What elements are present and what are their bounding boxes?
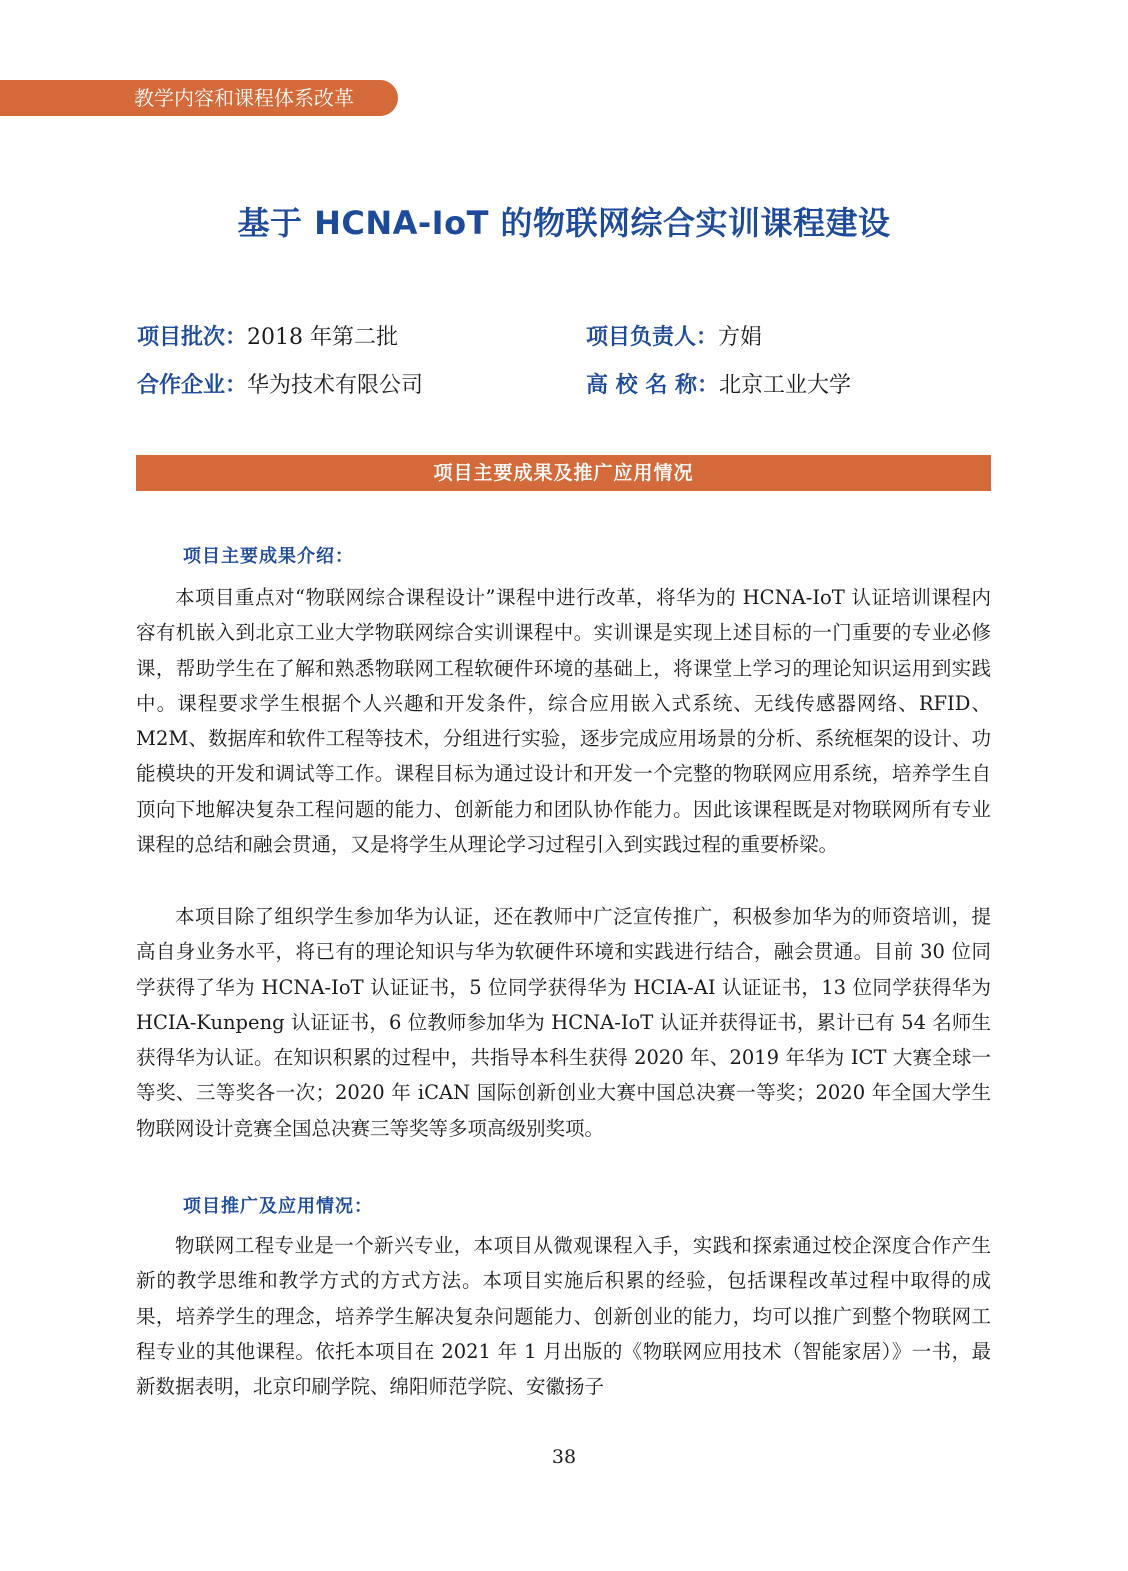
- chapter-tab: 教学内容和课程体系改革: [0, 80, 398, 116]
- leader-field: [586, 322, 762, 354]
- meta-row-1: [137, 322, 763, 354]
- article-title: 基于 HCNA-IoT 的物联网综合实训课程建设: [237, 204, 891, 242]
- subsection-heading-achievements: 项目主要成果介绍：: [183, 546, 354, 567]
- paragraph-promotion-1: 物联网工程专业是一个新兴专业，本项目从微观课程入手，实践和探索通过校企深度合作产生新的教学思维和教学方式的方式方法。本项目实施后积累的经验，包括课程改革过程中取得的成果，培养学生的理念，培养学生解决复杂问题能力、创新创业的能力，均可以推广到整个物联网工程专业的其他课程。依托本项目在 2021 年 1 月出版的《物联网应用技术（智能家居）》一书，最新数据表明，北京印刷学院、绵阳师范学院、安徽扬子: [136, 1234, 991, 1399]
- meta-row-2: [137, 370, 851, 402]
- company-value: 华为技术有限公司: [247, 373, 424, 398]
- section-heading-bar: 项目主要成果及推广应用情况: [136, 455, 991, 491]
- page-number: 38: [551, 1446, 577, 1468]
- school-field: [586, 370, 851, 402]
- leader-label: 项目负责人：: [586, 325, 719, 350]
- school-label: 高 校 名 称：: [586, 373, 719, 398]
- company-label: 合作企业：: [137, 373, 248, 398]
- paragraph-achievements-1: 本项目重点对“物联网综合课程设计”课程中进行改革，将华为的 HCNA-IoT 认证培训课程内容有机嵌入到北京工业大学物联网综合实训课程中。实训课是实现上述目标的一门重要的专业必修课，帮助学生在了解和熟悉物联网工程软硬件环境的基础上，将课堂上学习的理论知识运用到实践中。课程要求学生根据个人兴趣和开发条件，综合应用嵌入式系统、无线传感器网络、RFID、M2M、数据库和软件工程等技术，分组进行实验，逐步完成应用场景的分析、系统框架的设计、功能模块的开发和调试等工作。课程目标为通过设计和开发一个完整的物联网应用系统，培养学生自顶向下地解决复杂工程问题的能力、创新能力和团队协作能力。因此该课程既是对物联网所有专业课程的总结和融会贯通，又是将学生从理论学习过程引入到实践过程的重要桥梁。: [136, 586, 991, 857]
- subsection-heading-promotion: 项目推广及应用情况：: [183, 1196, 373, 1217]
- paragraph-achievements-2: 本项目除了组织学生参加华为认证，还在教师中广泛宣传推广，积极参加华为的师资培训，提高自身业务水平，将已有的理论知识与华为软硬件环境和实践进行结合，融会贯通。目前 30 位同学获得了华为 HCNA-IoT 认证证书，5 位同学获得华为 HCIA-AI 认证证书，13 位同学获得华为 HCIA-Kunpeng 认证证书，6 位教师参加华为 HCNA-IoT 认证并获得证书，累计已有 54 名师生获得华为认证。在知识积累的过程中，共指导本科生获得 2020 年、2019 年华为 ICT 大赛全球一等奖、三等奖各一次；2020 年 iCAN 国际创新创业大赛中国总决赛一等奖；2020 年全国大学生物联网设计竞赛全国总决赛三等奖等多项高级别奖项。: [136, 905, 991, 1140]
- batch-value: 2018 年第二批: [247, 325, 398, 350]
- leader-value: 方娟: [718, 325, 763, 350]
- batch-label: 项目批次：: [137, 325, 248, 350]
- school-value: 北京工业大学: [718, 373, 851, 398]
